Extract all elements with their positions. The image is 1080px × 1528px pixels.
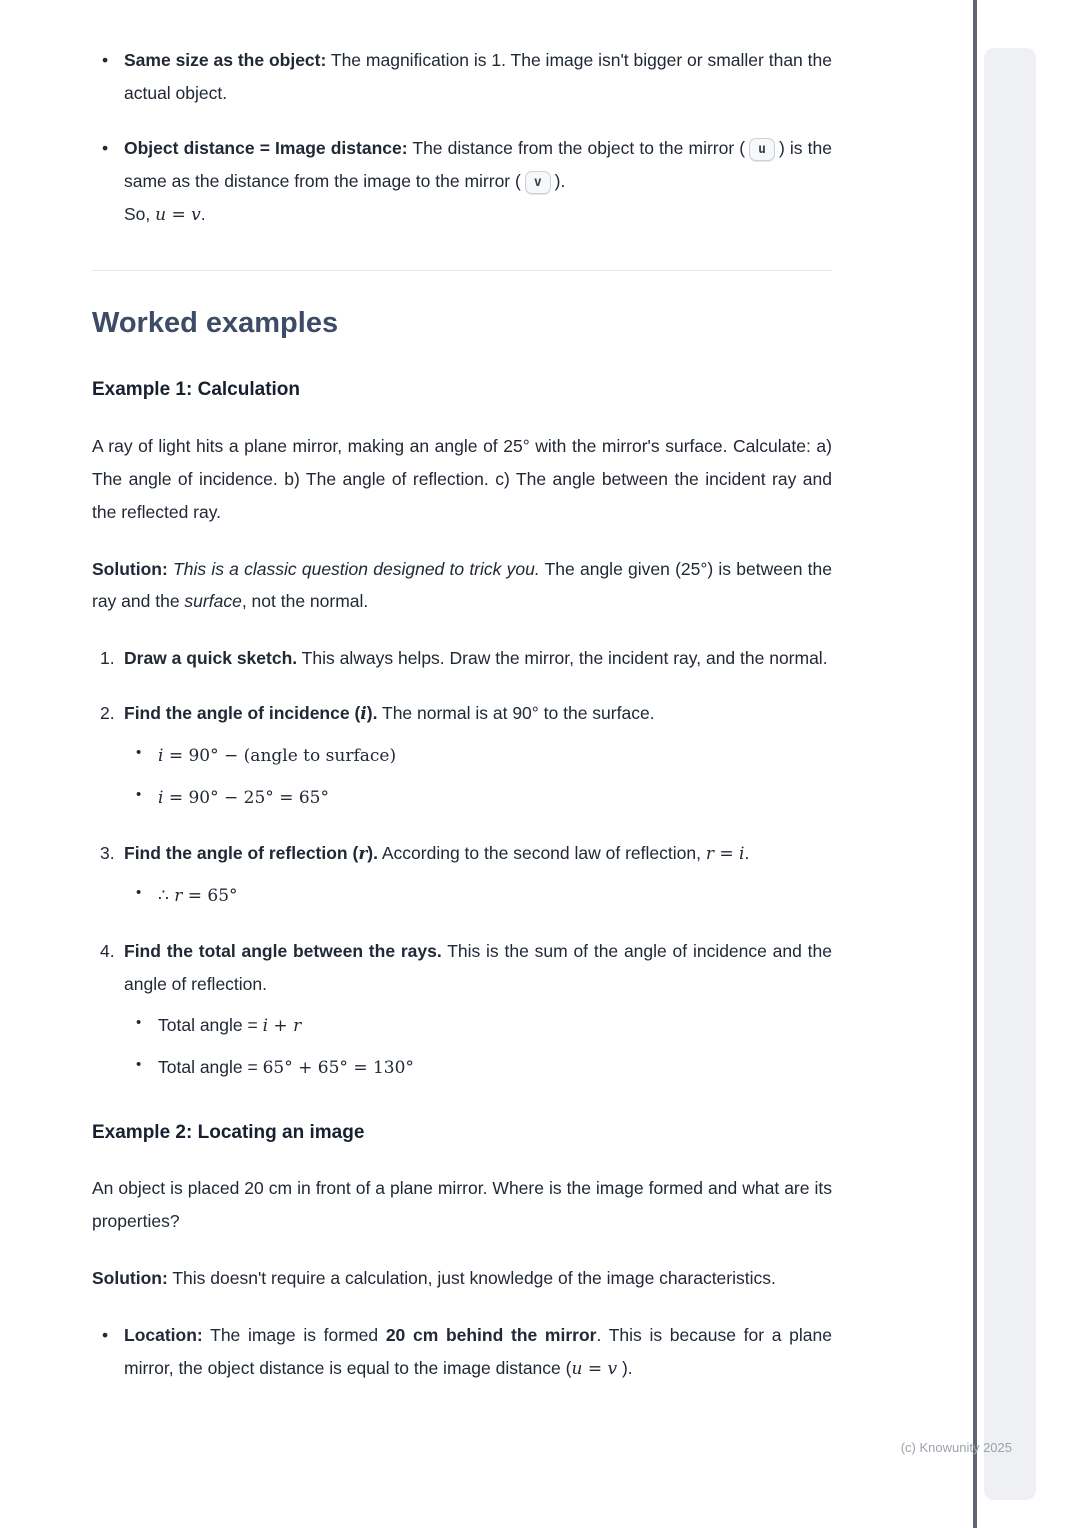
step-body xyxy=(124,837,832,913)
step-number: 1. xyxy=(100,648,115,669)
sub-bullet xyxy=(124,1009,832,1043)
step-text xyxy=(124,935,832,1001)
sub-bullet-marker: • xyxy=(136,744,142,762)
example1-solution xyxy=(92,553,832,619)
step-number: 4. xyxy=(100,941,115,962)
bullet-body-text: The magnification is 1. The image isn't bigger or smaller than the actual object. xyxy=(124,50,832,103)
therefore-symbol: ∴ xyxy=(158,886,175,907)
math-expression: 65° + 65° = 130° xyxy=(262,1057,414,1078)
math-var-r: r xyxy=(705,844,714,865)
section-divider xyxy=(92,270,832,271)
bullet-text xyxy=(124,132,832,232)
bullet-body-text: The image is formed xyxy=(202,1325,386,1346)
step-bold-label: Draw a quick sketch. xyxy=(124,648,298,669)
side-panel xyxy=(984,48,1036,1500)
copyright-watermark: (c) Knowunity 2025 xyxy=(900,1440,1012,1455)
math-var-i: i xyxy=(262,1015,269,1036)
example1-intro: A ray of light hits a plane mirror, making an angle of 25° with the mirror's surface. Calculate: a) The angle of incidence. b) The angle of reflection. c) The angle between the incident ray and the reflected ray. xyxy=(92,435,832,522)
bullet-bold-label: Same size as the object: xyxy=(124,50,327,70)
math-plus: + xyxy=(268,1015,294,1036)
math-line xyxy=(158,781,832,815)
bullet-bold-label: Object distance = Image distance: xyxy=(124,137,408,158)
math-var-i: i xyxy=(360,704,367,725)
sub-bullet-marker: • xyxy=(136,1013,142,1031)
math-var-i: i xyxy=(739,844,745,865)
step-body-text: . xyxy=(744,843,750,864)
step-body xyxy=(124,697,832,815)
step-number: 2. xyxy=(100,703,115,724)
step-text xyxy=(124,697,832,731)
step-body xyxy=(124,935,832,1085)
solution-italic-text: This is a classic question designed to trick you. xyxy=(167,558,540,579)
math-line xyxy=(158,1051,832,1085)
sub-bullet xyxy=(124,1051,832,1085)
step-text xyxy=(124,642,832,675)
bullet-body-text: . This is because for a plane mirror, the object distance is equal to the image distance ( xyxy=(124,1325,833,1378)
math-var-i: i xyxy=(158,788,164,809)
solution-emphasis: surface xyxy=(184,591,242,612)
bullet-body-text: ) is the same as the distance from the image to the mirror ( xyxy=(124,137,833,191)
math-line xyxy=(158,879,832,913)
bullet-text xyxy=(124,1319,832,1386)
math-line xyxy=(158,739,832,773)
math-line-label: Total angle = xyxy=(158,1056,263,1077)
list-item-location xyxy=(92,1319,832,1386)
step-1 xyxy=(92,642,832,675)
example2-intro: An object is placed 20 cm in front of a plane mirror. Where is the image formed and what are its properties? xyxy=(92,1178,832,1232)
document-content xyxy=(92,0,832,1408)
math-var-r: r xyxy=(358,844,368,865)
step-body xyxy=(124,642,832,675)
bullet-marker: • xyxy=(102,1325,109,1346)
list-item-same-size xyxy=(92,44,832,110)
step-number: 3. xyxy=(100,843,115,864)
bullet-body-text: The distance from the object to the mirror ( xyxy=(407,137,746,158)
solution-text: , not the normal. xyxy=(241,591,369,612)
step-bold-label: ). xyxy=(366,703,378,724)
scrollbar-thumb[interactable] xyxy=(973,0,977,1528)
step-body-text: This is the sum of the angle of incidence and the angle of reflection. xyxy=(124,941,832,994)
math-var-r: r xyxy=(293,1015,302,1036)
list-item-object-distance xyxy=(92,132,832,232)
step-text xyxy=(124,837,832,871)
solution-label: Solution: xyxy=(92,558,168,579)
math-equals: = xyxy=(713,844,740,865)
math-var-v: v xyxy=(607,1359,618,1379)
math-line xyxy=(158,1009,832,1043)
solution-label: Solution: xyxy=(92,1268,168,1289)
step-body-text: The normal is at 90° to the surface. xyxy=(377,703,655,724)
math-var-u: u xyxy=(571,1359,583,1379)
math-var-r: r xyxy=(174,886,183,907)
sub-bullet-marker: • xyxy=(136,786,142,804)
math-equals: = xyxy=(166,204,192,225)
example1-title: Example 1: Calculation xyxy=(92,379,301,401)
example2-solution xyxy=(92,1262,832,1295)
step-bold-label: ). xyxy=(367,843,378,864)
solution-text: The angle given (25°) is between the ray and the xyxy=(92,558,832,612)
math-expression: = 90° − 25° = 65° xyxy=(163,788,329,809)
bullet-marker: • xyxy=(102,50,109,70)
sub-bullet-marker: • xyxy=(136,1055,142,1073)
section-heading: Worked examples xyxy=(92,306,339,339)
solution-text: This doesn't require a calculation, just knowledge of the image characteristics. xyxy=(167,1268,776,1289)
bullet-bold-label: Location: xyxy=(124,1325,203,1346)
step-body-text: According to the second law of reflection, xyxy=(377,843,706,864)
bullet-body-text: ). xyxy=(554,170,566,191)
math-expression: = 65° xyxy=(182,886,238,907)
sub-bullet xyxy=(124,739,832,773)
step-bold-label: Find the angle of reflection ( xyxy=(124,843,359,864)
math-var-v: v xyxy=(191,204,201,225)
bullet-body-text: ). xyxy=(617,1358,633,1378)
bullet-body-text: So, xyxy=(124,203,156,224)
math-equals: = xyxy=(582,1359,608,1379)
sub-bullet xyxy=(124,879,832,913)
math-line-label: Total angle = xyxy=(158,1014,263,1035)
keycap-u: u xyxy=(749,138,775,162)
numbered-steps xyxy=(92,642,832,1084)
step-bold-label: Find the total angle between the rays. xyxy=(124,941,442,962)
bullet-text xyxy=(124,44,832,110)
step-4 xyxy=(92,935,832,1085)
step-bold-label: Find the angle of incidence ( xyxy=(124,703,361,724)
step-2 xyxy=(92,697,832,815)
example2-title: Example 2: Locating an image xyxy=(92,1121,365,1143)
math-var-i: i xyxy=(158,746,164,767)
step-3 xyxy=(92,837,832,913)
bullet-body-text: . xyxy=(200,203,206,224)
math-var-u: u xyxy=(155,204,167,225)
sub-bullet-marker: • xyxy=(136,884,142,902)
keycap-v: v xyxy=(525,171,551,195)
math-expression: = 90° − (angle to surface) xyxy=(163,746,397,767)
step-body-text: This always helps. Draw the mirror, the incident ray, and the normal. xyxy=(297,648,828,669)
bullet-bold-emphasis: 20 cm behind the mirror xyxy=(385,1325,597,1346)
bullet-marker: • xyxy=(102,137,109,158)
sub-bullet xyxy=(124,781,832,815)
